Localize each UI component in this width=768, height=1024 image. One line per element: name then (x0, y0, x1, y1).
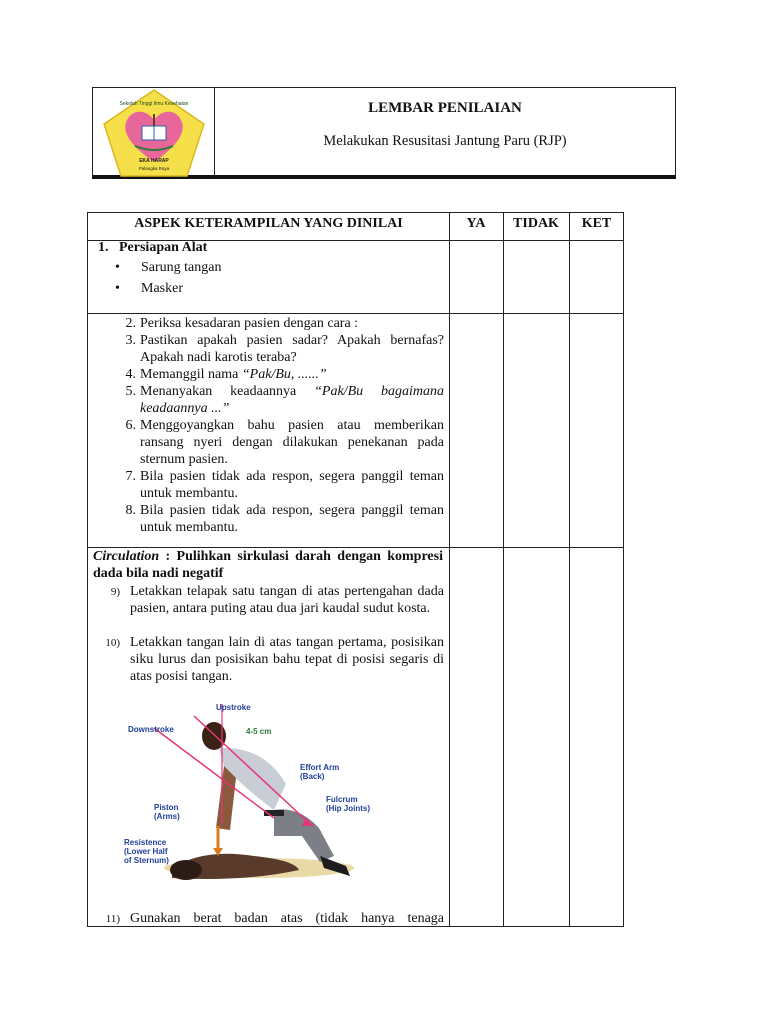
list-item (88, 417, 446, 468)
item-number: 9) (110, 586, 120, 598)
item-number: 8. (125, 503, 136, 518)
label-resistance-sub1: (Lower Half (124, 847, 168, 856)
logo-top-text: Sekolah Tinggi Ilmu Kesehatan (119, 101, 189, 107)
bullet-text: Sarung tangan (141, 260, 222, 275)
item-text-italic: “Pak/Bu bagaimana keadaannya ...” (140, 384, 444, 416)
list-item (88, 315, 446, 332)
list-item (88, 468, 446, 502)
bullet-icon: • (115, 260, 120, 275)
item-text (140, 383, 444, 417)
header-ket: KET (581, 216, 612, 231)
item-text: Bila pasien tidak ada respon, segera panggil teman untuk membantu. (140, 503, 444, 535)
label-piston-sub: (Arms) (154, 812, 180, 821)
column-divider (569, 213, 570, 926)
item-number: 10) (105, 637, 120, 649)
section3-title (93, 548, 443, 582)
section1-title: Persiapan Alat (119, 240, 208, 255)
item-text: Pastikan apakah pasien sadar? Apakah bernafas? Apakah nadi karotis teraba? (140, 333, 444, 365)
item-text: Letakkan tangan lain di atas tangan pertama, posisikan siku lurus dan posisikan bahu tepat di posisi segaris di atas posisi tangan. (130, 635, 444, 684)
list-item (88, 366, 446, 383)
item-number: 11) (105, 913, 120, 925)
item-text-plain: Memanggil nama (140, 367, 242, 382)
page-subtitle: Melakukan Resusitasi Jantung Paru (RJP) (323, 133, 567, 149)
label-upstroke: Upstroke (216, 703, 251, 712)
header-aspect: ASPEK KETERAMPILAN YANG DINILAI (134, 216, 403, 231)
list-item (88, 332, 446, 366)
row-divider (88, 313, 623, 314)
label-depth: 4-5 cm (246, 727, 272, 736)
item-text-plain: Menanyakan keadaannya (140, 384, 315, 399)
label-effort-arm: Effort Arm (300, 763, 340, 772)
label-fulcrum: Fulcrum (326, 795, 358, 804)
section3-title-italic: Circulation (93, 549, 160, 564)
page-title: LEMBAR PENILAIAN (368, 100, 522, 116)
item-number: 7. (125, 469, 136, 484)
item-text: Bila pasien tidak ada respon, segera panggil teman untuk membantu. (140, 469, 444, 501)
title-cell (215, 88, 675, 176)
item-text-italic: “Pak/Bu, ......” (241, 367, 327, 382)
logo-city: Palangka Raya (138, 166, 170, 171)
item-number: 5. (125, 384, 136, 399)
column-divider (449, 213, 450, 926)
item-text: Letakkan telapak satu tangan di atas pertengahan dada pasien, antara puting atau dua jari kaudal sudut kosta. (130, 584, 444, 616)
institution-logo (101, 88, 207, 178)
label-effort-arm-sub: (Back) (300, 772, 325, 781)
list-item (88, 502, 446, 536)
label-resistance: Resistence (124, 838, 167, 847)
item-text (140, 366, 444, 383)
logo-name: EKA HARAP (139, 158, 169, 164)
bullet-icon: • (115, 281, 120, 296)
logo-cell (93, 88, 215, 176)
list-item (88, 280, 446, 297)
item-number: 4. (125, 367, 136, 382)
header-ya: YA (466, 216, 486, 231)
item-text: Gunakan berat badan atas (tidak hanya tenaga (130, 911, 444, 926)
header-tidak: TIDAK (513, 216, 559, 231)
label-resistance-sub2: of Sternum) (124, 856, 169, 865)
section3-title-rest: : Pulihkan sirkulasi darah dengan kompresi dada bila nadi negatif (93, 549, 443, 581)
document-header (92, 87, 676, 179)
list-item (88, 910, 446, 927)
column-divider (503, 213, 504, 926)
item-text: Menggoyangkan bahu pasien atau memberikan ransang nyeri dengan dilakukan penekanan pada sternum pasien. (140, 418, 444, 467)
list-item (88, 583, 446, 634)
bullet-text: Masker (141, 281, 183, 296)
label-downstroke: Downstroke (128, 725, 174, 734)
list-item (88, 259, 446, 276)
item-number: 2. (125, 316, 136, 331)
section1-number: 1. (98, 240, 109, 255)
cpr-illustration (124, 698, 394, 893)
label-piston: Piston (154, 803, 179, 812)
label-fulcrum-sub: (Hip Joints) (326, 804, 370, 813)
rescuer-arm (216, 766, 236, 830)
assessment-table (87, 212, 624, 927)
item-text: Periksa kesadaran pasien dengan cara : (140, 316, 359, 331)
patient-head (170, 860, 202, 880)
list-item (88, 634, 446, 685)
rescuer-legs (274, 809, 334, 862)
item-number: 3. (125, 333, 136, 348)
item-number: 6. (125, 418, 136, 433)
list-item (88, 383, 446, 417)
